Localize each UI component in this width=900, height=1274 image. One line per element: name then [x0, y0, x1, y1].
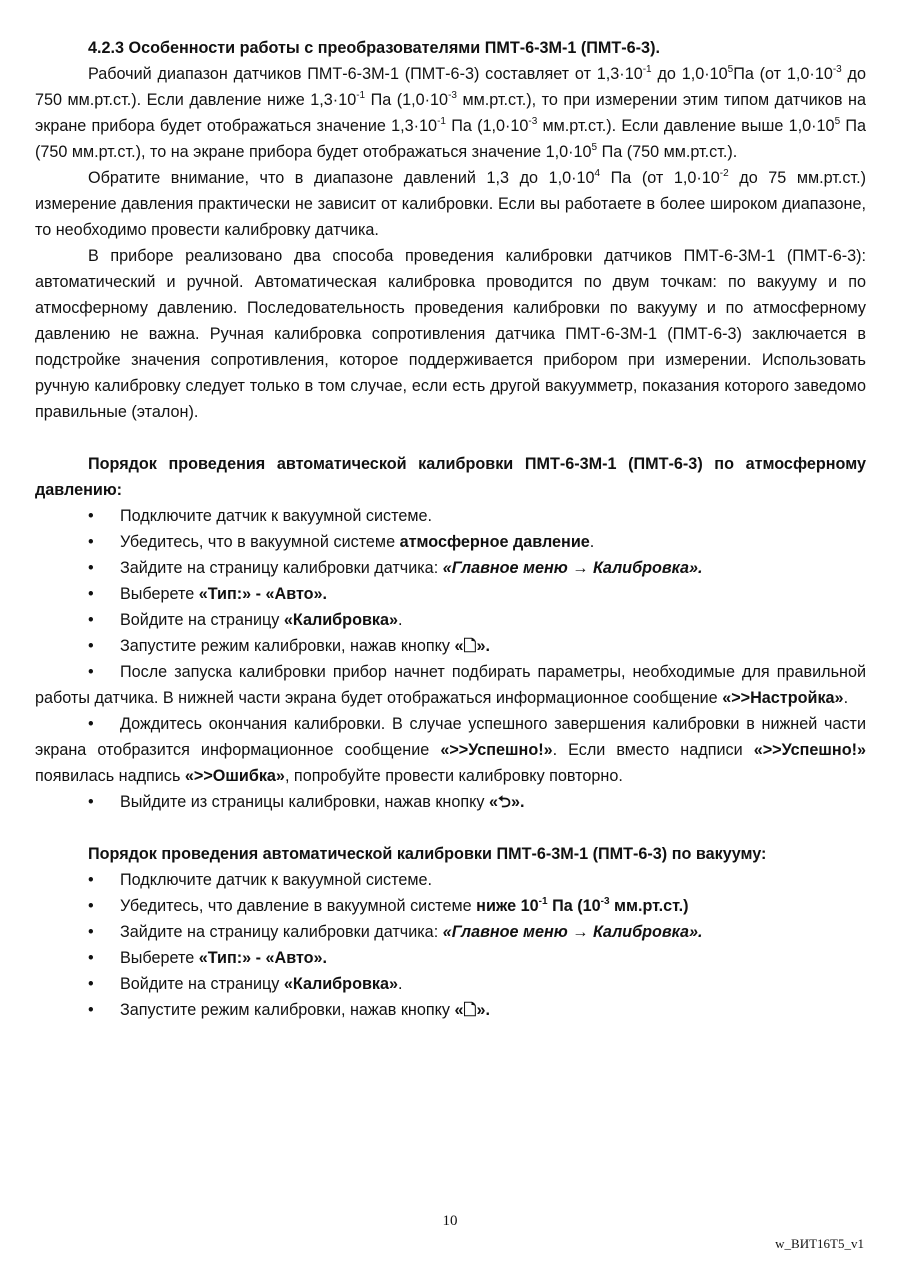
- bullet-icon: •: [88, 949, 94, 967]
- list-item: • Подключите датчик к вакуумной системе.: [35, 503, 866, 529]
- bullet-icon: •: [88, 637, 94, 655]
- list-item: • Запустите режим калибровки, нажав кнопку «🗋».: [35, 997, 866, 1023]
- section-heading: 4.2.3 Особенности работы с преобразователями ПМТ-6-3М-1 (ПМТ-6-3).: [88, 39, 660, 57]
- atm-calibration-heading: Порядок проведения автоматической калибровки ПМТ-6-3М-1 (ПМТ-6-3) по атмосферному давлению:: [35, 455, 866, 499]
- list-item: • Убедитесь, что давление в вакуумной системе ниже $10^{-1}$ Па ($10^{-3}$ мм.рт.ст.): [35, 893, 866, 919]
- bullet-icon: •: [88, 897, 94, 915]
- file-icon: 🗋: [463, 1001, 477, 1019]
- list-item: • Выйдите из страницы калибровки, нажав кнопку «⮌».: [35, 789, 866, 815]
- list-item: • Войдите на страницу «Калибровка».: [35, 971, 866, 997]
- bullet-icon: •: [88, 585, 94, 603]
- bullet-icon: •: [88, 975, 94, 993]
- paragraph-working-range: Рабочий диапазон датчиков ПМТ-6-3М-1 (ПМТ-6-3) составляет от $1,3\cdot 10^{-1}$ до $1,0\cdot 10^5Па$ (от $1,0\cdot 10^{-3}$ до 750 мм.рт.ст.). Если давление ниже $1,3\cdot 10^{-1}$ Па ($1,0\cdot 10^{-3}$ мм.рт.ст.), то при измерении этим типом датчиков на экране прибора будет отображаться значение $1,3\cdot 10^{-1}$ Па ($1,0\cdot 10^{-3}$ мм.рт.ст.). Если давление выше $1,0\cdot 10^5$ Па (750 мм.рт.ст.), то на экране прибора будет отображаться значение $1,0\cdot 10^5$ Па (750 мм.рт.ст.).: [35, 64, 867, 161]
- bullet-icon: •: [88, 793, 94, 811]
- document-body: [35, 35, 866, 1023]
- document-id: w_ВИТ16Т5_v1: [775, 1236, 864, 1251]
- paragraph-note: Обратите внимание, что в диапазоне давлений 1,3 до $1,0\cdot 10^4$ Па (от $1,0\cdot 10^{-2}$ до 75 мм.рт.ст.) измерение давления практически не зависит от калибровки. Если вы работаете в более широком диапазоне, то необходимо провести калибровку датчика.: [35, 168, 866, 239]
- vac-calibration-heading: Порядок проведения автоматической калибровки ПМТ-6-3М-1 (ПМТ-6-3) по вакууму:: [88, 845, 767, 863]
- list-item: • Дождитесь окончания калибровки. В случае успешного завершения калибровки в нижней части экрана отобразится информационное сообщение «>>Успешно!». Если вместо надписи «>>Успешно!» появилась надпись «>>Ошибка», попробуйте провести калибровку повторно.: [35, 711, 866, 789]
- bullet-icon: •: [88, 923, 94, 941]
- back-arrow-icon: ⮌: [498, 793, 511, 811]
- bullet-icon: •: [88, 559, 94, 577]
- page-number: 10: [442, 1213, 458, 1229]
- list-item: • Подключите датчик к вакуумной системе.: [35, 867, 866, 893]
- list-item: • Убедитесь, что в вакуумной системе атмосферное давление.: [35, 529, 866, 555]
- list-item: • Запустите режим калибровки, нажав кнопку «🗋».: [35, 633, 866, 659]
- list-item: • После запуска калибровки прибор начнет подбирать параметры, необходимые для правильной работы датчика. В нижней части экрана будет отображаться информационное сообщение «>>Настройка».: [35, 659, 866, 711]
- bullet-icon: •: [88, 611, 94, 629]
- bullet-icon: •: [88, 533, 94, 551]
- bullet-icon: •: [88, 715, 94, 733]
- bullet-icon: •: [88, 1001, 94, 1019]
- paragraph-methods: В приборе реализовано два способа проведения калибровки датчиков ПМТ-6-3М-1 (ПМТ-6-3): автоматический и ручной. Автоматическая калибровка проводится по двум точкам: по вакууму и по атмосферному давлению. Последовательность проведения калибровки по вакууму и по атмосферному давлению не важна. Ручная калибровка сопротивления датчика ПМТ-6-3М-1 (ПМТ-6-3) заключается в подстройке значения сопротивления, которое поддерживается прибором при измерении. Использовать ручную калибровку следует только в том случае, если есть другой вакуумметр, показания которого заведомо правильные (эталон).: [35, 247, 866, 421]
- list-item: • Выберете «Тип:» - «Авто».: [35, 581, 866, 607]
- bullet-icon: •: [88, 507, 94, 525]
- list-item: • Зайдите на страницу калибровки датчика: «Главное меню → Калибровка».: [35, 555, 866, 581]
- file-icon: 🗋: [463, 637, 477, 655]
- atm-calibration-steps: [35, 503, 866, 815]
- bullet-icon: •: [88, 871, 94, 889]
- vac-calibration-steps: [35, 867, 866, 1023]
- list-item: • Войдите на страницу «Калибровка».: [35, 607, 866, 633]
- list-item: • Зайдите на страницу калибровки датчика: «Главное меню → Калибровка».: [35, 919, 866, 945]
- list-item: • Выберете «Тип:» - «Авто».: [35, 945, 866, 971]
- bullet-icon: •: [88, 663, 94, 681]
